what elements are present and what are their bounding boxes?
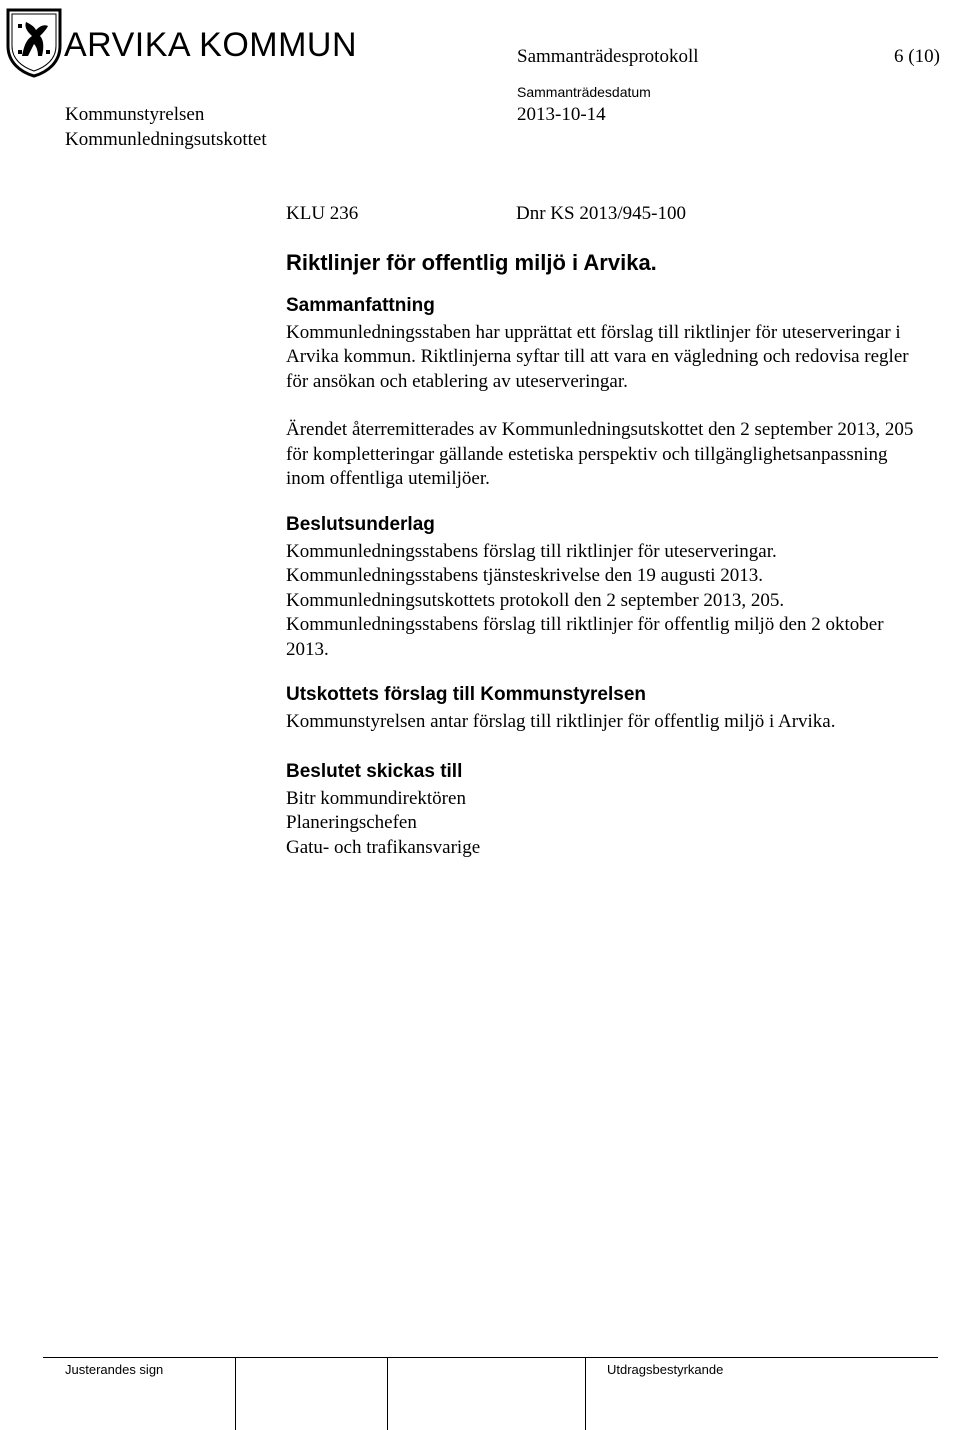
summary-paragraph: Ärendet återremitterades av Kommunledningsutskottet den 2 september 2013, 205 för kompletteringar gällande estetiska perspektiv och tillgänglighetsanpassning inom offentliga utemiljöer. — [286, 419, 914, 489]
footer-divider — [43, 1357, 938, 1358]
list-item: Kommunledningsstabens förslag till riktlinjer för offentlig miljö den 2 oktober 2013. — [286, 614, 884, 660]
meeting-date: 2013-10-14 — [517, 104, 606, 125]
footer-column-divider — [585, 1357, 586, 1430]
item-dnr: Dnr KS 2013/945-100 — [516, 203, 686, 224]
list-item: Planeringschefen — [286, 812, 417, 833]
list-item: Kommunledningsstabens förslag till riktlinjer för uteserveringar. — [286, 540, 777, 562]
basis-list — [286, 540, 926, 663]
item-number: KLU 236 — [286, 203, 359, 224]
coat-of-arms-logo-icon — [4, 6, 64, 78]
extract-certification-label: Utdragsbestyrkande — [607, 1362, 724, 1377]
item-reference — [286, 202, 926, 227]
protocol-item — [286, 202, 926, 860]
summary-paragraph: Kommunledningsstaben har upprättat ett förslag till riktlinjer för uteserveringar i Arvika kommun. Riktlinjerna syftar till att vara en vägledning och redovisa regler för ansökan och etablering av uteserveringar. — [286, 321, 909, 392]
list-item: Kommunledningsstabens tjänsteskrivelse den 19 augusti 2013. — [286, 565, 764, 586]
page-number: 6 (10) — [894, 46, 940, 67]
list-item: Kommunledningsutskottets protokoll den 2 september 2013, 205. — [286, 589, 785, 611]
basis-heading: Beslutsunderlag — [286, 513, 435, 535]
distribution-heading: Beslutet skickas till — [286, 760, 463, 782]
committee-name: Kommunledningsutskottet — [65, 129, 267, 150]
signature-label: Justerandes sign — [65, 1362, 164, 1377]
document-title: Sammanträdesprotokoll — [517, 46, 699, 67]
summary-heading: Sammanfattning — [286, 294, 435, 316]
meeting-date-label: Sammanträdesdatum — [517, 84, 651, 100]
list-item: Gatu- och trafikansvarige — [286, 836, 481, 858]
proposal-heading: Utskottets förslag till Kommunstyrelsen — [286, 684, 647, 705]
distribution-list — [286, 787, 926, 861]
footer-column-divider — [387, 1357, 388, 1430]
list-item: Bitr kommundirektören — [286, 787, 466, 809]
proposal-text: Kommunstyrelsen antar förslag till riktlinjer för offentlig miljö i Arvika. — [286, 711, 836, 732]
brand-name: ARVIKA KOMMUN — [64, 26, 358, 64]
organization-name: Kommunstyrelsen — [65, 104, 205, 125]
footer-column-divider — [235, 1357, 236, 1430]
item-title: Riktlinjer för offentlig miljö i Arvika. — [286, 249, 657, 275]
